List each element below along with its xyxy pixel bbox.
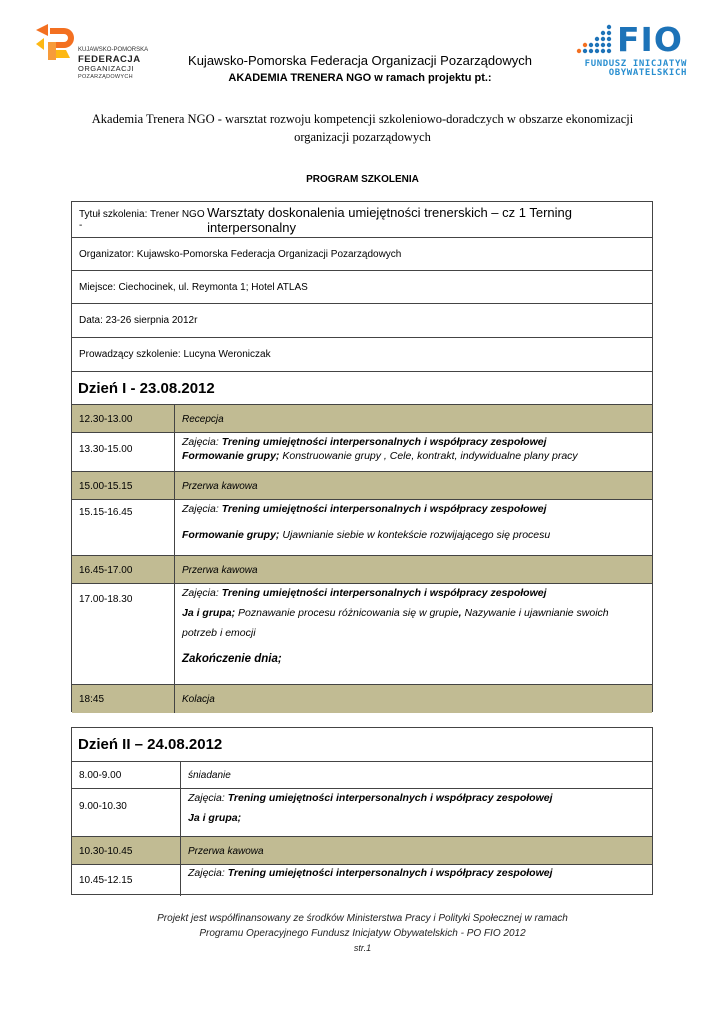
footer-line-1: Projekt jest współfinansowany ze środków Ministerstwa Pracy i Polityki Społecznej w ramach <box>157 913 568 924</box>
schedule-row: 10.30-10.45 Przerwa kawowa <box>72 836 652 864</box>
org-title: Kujawsko-Pomorska Federacja Organizacji Pozarządowych <box>188 53 532 68</box>
footer <box>0 912 725 956</box>
place-row: Miejsce: Ciechocinek, ul. Reymonta 1; Hotel ATLAS <box>72 270 652 303</box>
training-title-row: Tytuł szkolenia: Trener NGO - Warsztaty doskonalenia umiejętności trenerskich – cz 1 Terning interpersonalny <box>79 204 573 235</box>
kpfop-logo <box>34 22 154 82</box>
trainer-row: Prowadzący szkolenie: Lucyna Weroniczak <box>72 337 652 371</box>
schedule-row: 8.00-9.00 śniadanie <box>72 761 652 788</box>
federation-logo-icon <box>34 22 76 64</box>
logo-line-3: ORGANIZACJI <box>78 63 134 73</box>
date-row: Data: 23-26 sierpnia 2012r <box>72 303 652 337</box>
program-table-day1 <box>71 201 653 712</box>
program-table-day2 <box>71 727 653 895</box>
program-title: PROGRAM SZKOLENIA <box>306 174 419 185</box>
schedule-row: 12.30-13.00 Recepcja <box>72 404 652 432</box>
intro-text: Akademia Trenera NGO - warsztat rozwoju kompetencji szkoleniowo-doradczych w obszarze ekonomizacji organizacji pozarządowych <box>91 112 634 144</box>
fio-dots-icon <box>573 24 615 56</box>
schedule-row: 15.15-16.45 Zajęcia: Trening umiejętności interpersonalnych i współpracy zespołowej Formowanie grupy; Ujawnianie siebie w kontekście rozwijającego się procesu <box>72 499 652 555</box>
logo-line-4: POZARZĄDOWYCH <box>78 74 133 80</box>
fio-wordmark: FIO <box>617 20 683 59</box>
schedule-row: 17.00-18.30 Zajęcia: Trening umiejętności interpersonalnych i współpracy zespołowej Ja i grupa; Poznawanie procesu różnicowania się w grupie, Nazywanie i ujawnianie swoich potrzeb i emocji Zakończenie dnia; <box>72 583 652 684</box>
logo-line-1: KUJAWSKO-POMORSKA <box>78 47 149 53</box>
schedule-row: 10.45-12.15 Zajęcia: Trening umiejętności interpersonalnych i współpracy zespołowej <box>72 864 652 896</box>
page-number: str.1 <box>353 943 372 953</box>
schedule-row: 16.45-17.00 Przerwa kawowa <box>72 555 652 583</box>
schedule-row: 13.30-15.00 Zajęcia: Trening umiejętności interpersonalnych i współpracy zespołowej Formowanie grupy; Konstruowanie grupy , Cele, kontrakt, indywidualne plany pracy <box>72 432 652 471</box>
org-subtitle: AKADEMIA TRENERA NGO w ramach projektu pt.: <box>228 72 492 84</box>
logo-line-2: FEDERACJA <box>78 53 141 65</box>
schedule-row: 15.00-15.15 Przerwa kawowa <box>72 471 652 499</box>
day2-heading: Dzień II – 24.08.2012 <box>78 736 223 753</box>
schedule-row: 18:45 Kolacja <box>72 684 652 713</box>
day1-heading: Dzień I - 23.08.2012 <box>72 371 652 404</box>
organizer-row: Organizator: Kujawsko-Pomorska Federacja Organizacji Pozarządowych <box>72 237 652 270</box>
fio-subtitle: FUNDUSZ INICJATYW OBYWATELSKICH <box>584 59 687 78</box>
schedule-row: 9.00-10.30 Zajęcia: Trening umiejętności interpersonalnych i współpracy zespołowej Ja i grupa; <box>72 788 652 836</box>
footer-line-2: Programu Operacyjnego Fundusz Inicjatyw Obywatelskich - PO FIO 2012 <box>199 927 526 939</box>
fio-logo <box>573 22 693 84</box>
